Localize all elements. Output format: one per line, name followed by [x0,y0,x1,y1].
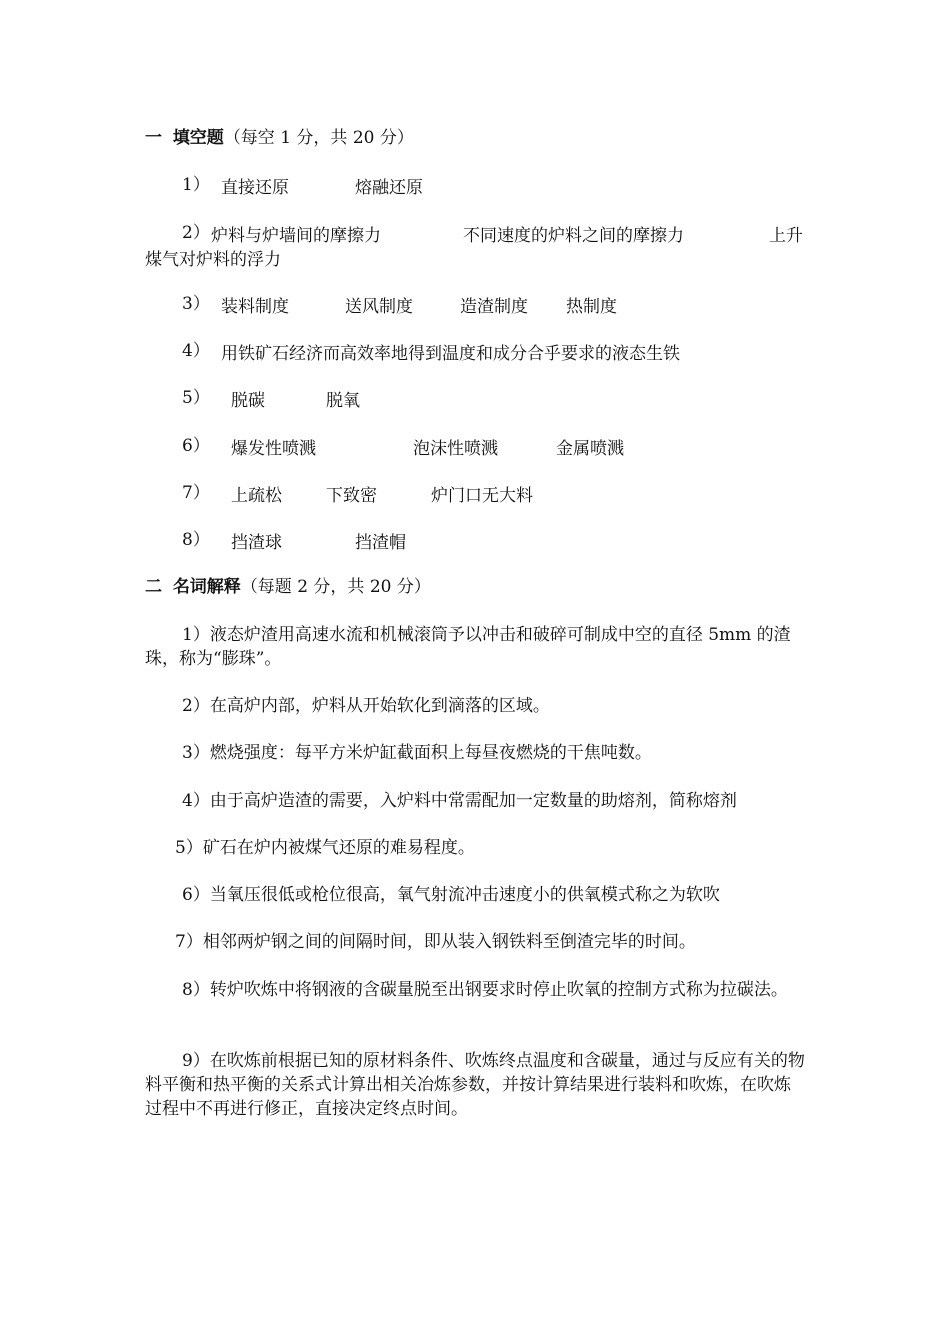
answer: 炉料与炉墙间的摩擦力 [211,226,381,246]
answer: 熔融还原 [355,178,423,198]
section-scoring-note: （每题 2 分，共 20 分） [240,577,431,597]
definition-item-3: 3）燃烧强度：每平方米炉缸截面积上每昼夜燃烧的干焦吨数。 [182,743,652,763]
definition-item-6: 6）当氧压很低或枪位很高，氧气射流冲击速度小的供氧模式称之为软吹 [182,885,720,905]
fill-item-4 [182,339,210,363]
fill-item-7 [182,481,210,505]
section-heading-fill-blank [145,126,414,150]
answer: 直接还原 [221,178,289,198]
definition-item-7: 7）相邻两炉钢之间的间隔时间，即从装入钢铁料至倒渣完毕的时间。 [175,932,696,952]
answer: 脱碳 [231,391,265,411]
fill-item-5 [182,386,210,410]
item-number: 1） [182,175,210,195]
item-number: 4） [182,341,210,361]
answer: 装料制度 [221,297,289,317]
answer: 上升 [769,226,803,246]
definition-item-2: 2）在高炉内部，炉料从开始软化到滴落的区域。 [182,696,550,716]
section-title: 填空题 [172,128,224,148]
answer: 用铁矿石经济而高效率地得到温度和成分合乎要求的液态生铁 [221,344,680,364]
answer: 造渣制度 [460,297,528,317]
answer: 送风制度 [345,297,413,317]
fill-item-8 [182,528,210,552]
item-number: 6） [182,436,210,456]
item-number: 8） [182,530,210,550]
fill-item-1 [182,173,210,197]
answer: 挡渣球 [231,533,282,553]
section-number: 一 [145,128,162,148]
answer: 脱氧 [326,391,360,411]
answer-continuation: 煤气对炉料的浮力 [145,250,281,270]
answer: 热制度 [566,297,617,317]
answer: 不同速度的炉料之间的摩擦力 [463,226,684,246]
answer: 爆发性喷溅 [231,439,316,459]
definition-item-5: 5）矿石在炉内被煤气还原的难易程度。 [175,838,475,858]
definition-item-8: 8）转炉吹炼中将钢液的含碳量脱至出钢要求时停止吹氧的控制方式称为拉碳法。 [182,980,788,1000]
definition-item-1: 1）液态炉渣用高速水流和机械滚筒予以冲击和破碎可制成中空的直径 5mm 的渣珠，称为“膨珠”。 [145,625,791,669]
answer: 下致密 [326,486,377,506]
answer: 炉门口无大料 [431,486,533,506]
answer: 挡渣帽 [355,533,406,553]
section-scoring-note: （每空 1 分，共 20 分） [223,128,414,148]
answer: 泡沫性喷溅 [413,439,498,459]
item-number: 3） [182,294,210,314]
section-number: 二 [145,577,162,597]
answer: 上疏松 [231,486,282,506]
item-number: 7） [182,483,210,503]
definition-item-9: 9）在吹炼前根据已知的原材料条件、吹炼终点温度和含碳量，通过与反应有关的物料平衡和热平衡的关系式计算出相关冶炼参数，并按计算结果进行装料和吹炼，在吹炼过程中不再进行修正，直接决定终点时间。 [145,1051,805,1119]
fill-item-6 [182,434,210,458]
fill-item-3 [182,292,210,316]
definition-item-4: 4）由于高炉造渣的需要，入炉料中常需配加一定数量的助熔剂，简称熔剂 [182,791,737,811]
section-title: 名词解释 [172,577,241,597]
item-number: 2） [182,223,210,243]
section-heading-definitions [145,575,431,599]
item-number: 5） [182,388,210,408]
answer: 金属喷溅 [556,439,624,459]
fill-item-2 [182,221,210,245]
